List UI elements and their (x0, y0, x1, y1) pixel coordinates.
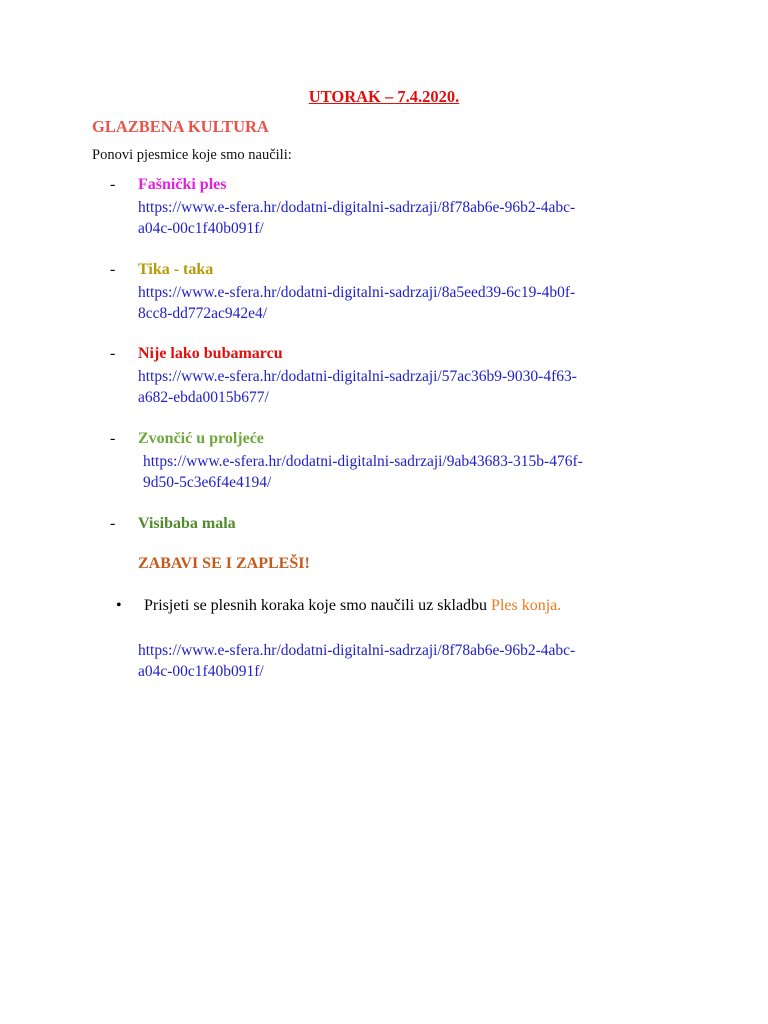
list-dash: - (110, 176, 116, 193)
bullet-text: Prisjeti se plesnih koraka koje smo naučili uz skladbu (144, 597, 492, 614)
song-title: Fašnički ples (138, 176, 227, 193)
bullet-item (116, 597, 561, 615)
list-dash: - (110, 261, 116, 278)
bullet-highlight: Ples konja (491, 597, 558, 614)
song-link[interactable]: https://www.e-sfera.hr/dodatni-digitalni-sadrzaji/8a5eed39-6c19-4b0f- 8cc8-dd772ac942e4/ (138, 284, 576, 322)
bullet-end: . (557, 597, 562, 614)
song-link[interactable]: https://www.e-sfera.hr/dodatni-digitalni-sadrzaji/57ac36b9-9030-4f63- a682-ebda0015b677/ (138, 368, 577, 406)
song-title: Tika - taka (138, 261, 214, 278)
ples-konja-link[interactable]: https://www.e-sfera.hr/dodatni-digitalni-sadrzaji/8f78ab6e-96b2-4abc- a04c-00c1f40b091f/ (138, 642, 576, 680)
bullet-dot-icon: • (116, 597, 122, 614)
song-title: Nije lako bubamarcu (138, 345, 283, 362)
page-title: UTORAK – 7.4.2020. (308, 87, 460, 106)
list-dash: - (110, 345, 116, 362)
song-title: Visibaba mala (138, 515, 236, 532)
song-link[interactable]: https://www.e-sfera.hr/dodatni-digitalni-sadrzaji/8f78ab6e-96b2-4abc- a04c-00c1f40b091f/ (138, 199, 576, 237)
intro-text: Ponovi pjesmice koje smo naučili: (92, 147, 292, 163)
list-dash: - (110, 430, 116, 447)
subject-heading: GLAZBENA KULTURA (92, 117, 269, 136)
song-link[interactable]: https://www.e-sfera.hr/dodatni-digitalni-sadrzaji/9ab43683-315b-476f- 9d50-5c3e6f4e4194/ (143, 453, 583, 491)
fun-heading: ZABAVI SE I ZAPLEŠI! (138, 555, 310, 572)
song-title: Zvončić u proljeće (138, 430, 264, 447)
list-dash: - (110, 515, 116, 532)
